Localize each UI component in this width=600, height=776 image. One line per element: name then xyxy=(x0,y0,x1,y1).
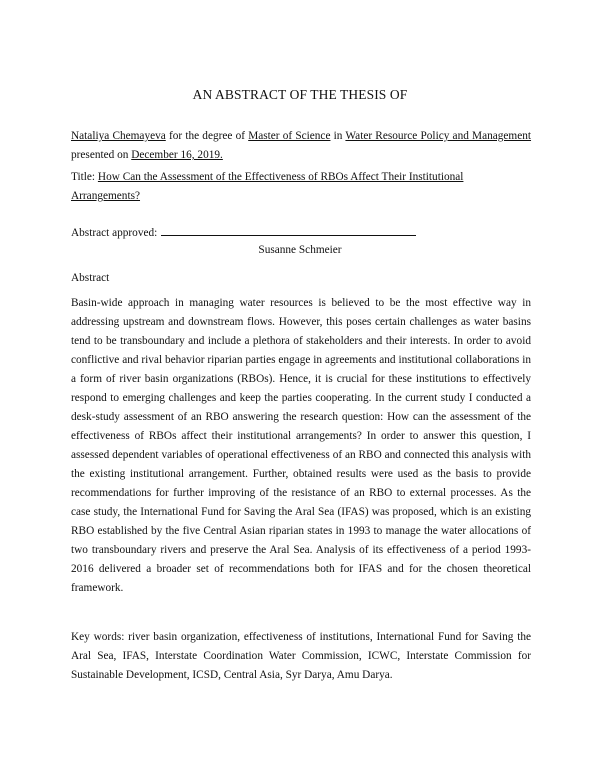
signature-line xyxy=(161,224,416,236)
keywords: Key words: river basin organization, effectiveness of institutions, International Fund for Saving the Aral Sea, IFAS, Interstate Coordination Water Commission, ICWC, Interstate Commission for Sustainable Development, ICSD, Central Asia, Syr Darya, Amu Darya. xyxy=(71,631,531,681)
abstract-body: Basin-wide approach in managing water resources is believed to be the most effective way in addressing upstream and downstream flows. However, this poses certain challenges as water basins tend to be transboundary and include a plethora of stakeholders and their interests. In order to avoid conflictive and rival behavior riparian parties engage in agreements and institutional collaborations in a form of river basin organizations (RBOs). Hence, it is crucial for these institutions to effectively respond to emerging challenges and keep the parties cooperating. In the current study I conducted a desk-study assessment of an RBO answering the research question: How can the assessment of the effectiveness of RBOs affect their institutional arrangements? In order to answer this question, I assessed dependent variables of operational effectiveness of an RBO and connected this analysis with the existing institutional arrangement. Further, obtained results were used as the basis to provide recommendations for further improving of the resistance of an RBO to external processes. As the case study, the International Fund for Saving the Aral Sea (IFAS) was proposed, which is an existing RBO established by the five Central Asian riparian states in 1993 to manage the water allocations of two transboundary rivers and preserve the Aral Sea. Analysis of its effectiveness of a period 1993-2016 delivered a broader set of recommendations both for IFAS and for the chosen theoretical framework. xyxy=(71,297,531,594)
author-text-1: for the degree of xyxy=(165,130,249,142)
approval-line xyxy=(71,224,531,243)
author-text-3: presented on xyxy=(71,149,132,161)
page-title: AN ABSTRACT OF THE THESIS OF xyxy=(192,87,408,102)
abstract-label: Abstract xyxy=(71,272,110,284)
author-text-2: in xyxy=(330,130,346,142)
field-name: Water Resource Policy and Management xyxy=(345,130,532,142)
approval-label: Abstract approved: xyxy=(71,227,158,239)
thesis-title-line xyxy=(71,168,531,206)
approver-name: Susanne Schmeier xyxy=(258,244,342,256)
author-statement xyxy=(71,127,531,165)
degree-name: Master of Science xyxy=(248,130,331,142)
presentation-date: December 16, 2019. xyxy=(131,149,223,161)
title-label: Title: xyxy=(71,171,98,183)
thesis-title: How Can the Assessment of the Effectiveness of RBOs Affect Their Institutional Arrangements? xyxy=(71,171,464,202)
author-name: Nataliya Chemayeva xyxy=(71,130,166,142)
